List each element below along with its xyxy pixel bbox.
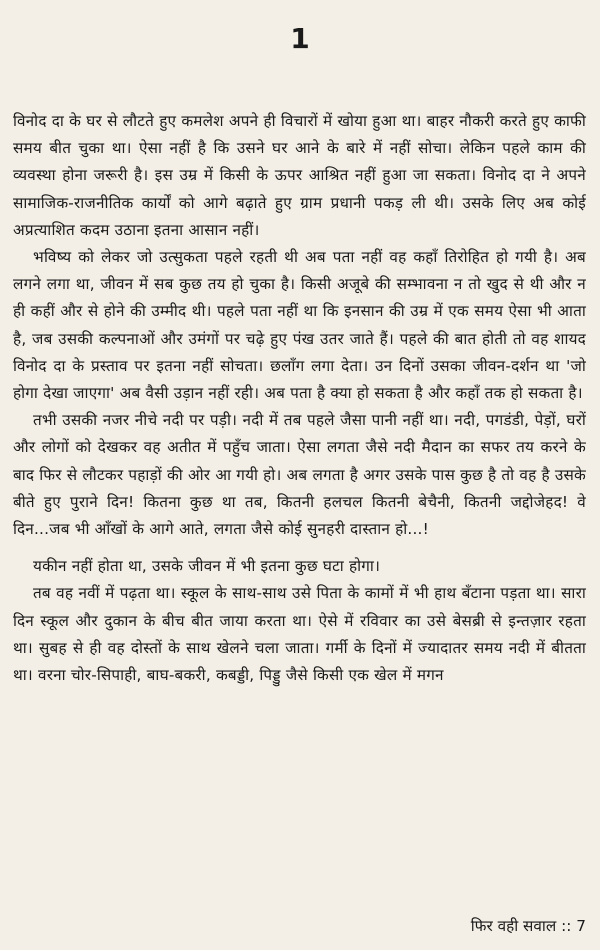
paragraph-3: तभी उसकी नजर नीचे नदी पर पड़ी। नदी में तब पहले जैसा पानी नहीं था। नदी, पगडंडी, पेड़ों, घरों और लोगों को देखकर वह अतीत में पहुँच जाता। ऐसा लगता जैसे नदी मैदान का सफर तय करने के बाद फिर से लौटकर पहाड़ों की ओर आ गयी हो। अब लगता है अगर उसके पास कुछ है तो वह है उसके बीते हुए पुराने दिन! कितना कुछ था तब, कितनी हलचल कितनी बेचैनी, कितनी जद्दोजेहद! वे दिन...जब भी आँखों के आगे आते, लगता जैसे कोई सुनहरी दास्तान हो...! [13,411,586,539]
body-text [13,108,586,689]
paragraph-4: यकीन नहीं होता था, उसके जीवन में भी इतना कुछ घटा होगा। [33,557,381,576]
paragraph-1: विनोद दा के घर से लौटते हुए कमलेश अपने ही विचारों में खोया हुआ था। बाहर नौकरी करते हुए काफी समय बीत चुका था। ऐसा नहीं है कि उसने घर आने के बारे में नहीं सोचा। लेकिन पहले काम की व्यवस्था होना जरूरी है। इस उम्र में किसी के ऊपर आश्रित नहीं हुआ जा सकता। विनोद दा ने अपने सामाजिक-राजनीतिक कार्यों को आगे बढ़ाते हुए ग्राम प्रधानी पकड़ ली थी। उसके लिए अब कोई अप्रत्याशित कदम उठाना इतना आसान नहीं। [13,112,586,239]
paragraph-2: भविष्य को लेकर जो उत्सुकता पहले रहती थी अब पता नहीं वह कहाँ तिरोहित हो गयी है। अब लगने लगा था, जीवन में सब कुछ तय हो चुका है। किसी अजूबे की सम्भावना न तो खुद से थी और न ही कहीं और से होने की उम्मीद थी। पहले पता नहीं था कि इनसान की उम्र में एक समय ऐसा भी आता है, जब उसकी कल्पनाओं और उमंगों पर चढ़े हुए पंख उतर जाते हैं। पहले की बात होती तो वह शायद विनोद दा के प्रस्ताव पर इतना नहीं सोचता। छलाँग लगा देता। उन दिनों उसका जीवन-दर्शन था 'जो होगा देखा जाएगा' अब वैसी उड़ान नहीं रही। अब पता है क्या हो सकता है और कहाँ तक हो सकता है। [13,248,586,403]
chapter-number: 1 [290,22,310,55]
paragraph-5: तब वह नवीं में पढ़ता था। स्कूल के साथ-साथ उसे पिता के कामों में भी हाथ बँटाना पड़ता था। सारा दिन स्कूल और दुकान के बीच बीत जाया करता था। ऐसे में रविवार का उसे बेसब्री से इन्तज़ार रहता था। सुबह से ही वह दोस्तों के साथ खेलने चला जाता। गर्मी के दिनों में ज्यादातर समय नदी में बीतता था। वरना चोर-सिपाही, बाघ-बकरी, कबड्डी, पिड्डु जैसे किसी एक खेल में मगन [13,584,586,685]
running-footer: फिर वही सवाल :: 7 [470,917,586,935]
